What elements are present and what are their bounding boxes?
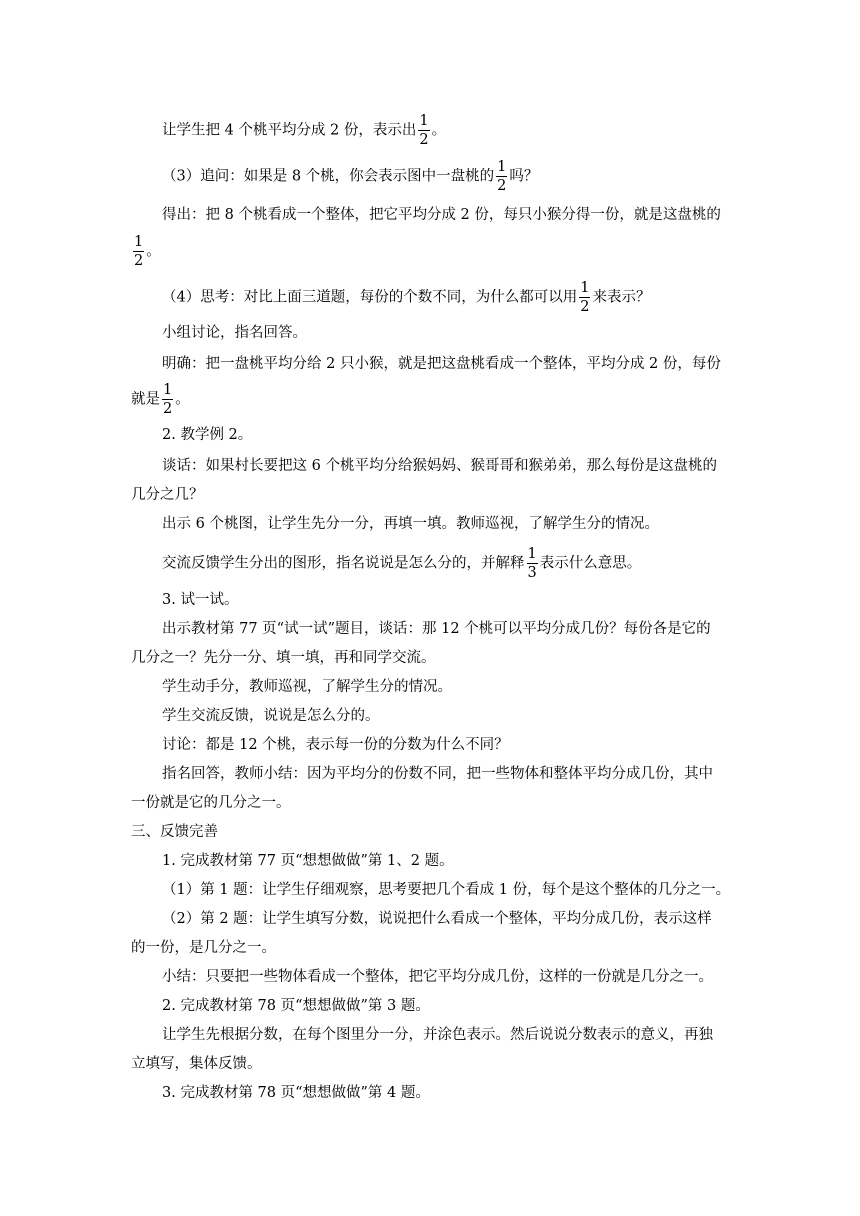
line-17: 学生动手分，教师巡视，了解学生分的情况。	[162, 679, 452, 695]
fraction-one-third: $\frac{1}{3}$	[527, 546, 537, 581]
line-27: 小结：只要把一些物体看成一个整体，把它平均分成几份，这样的一份就是几分之一。	[162, 969, 713, 985]
line-26: 的一份，是几分之一。	[131, 940, 276, 956]
fraction-one-half: $\frac{1}{2}$	[163, 382, 173, 417]
line-2: （3）追问：如果是 8 个桃，你会表示图中一盘桃的 $\frac{1}{2}$ 吗？	[162, 159, 539, 194]
line-19: 讨论：都是 12 个桃，表示每一份的分数为什么不同？	[162, 737, 509, 753]
line-11: 几分之几？	[131, 487, 204, 503]
line-16: 几分之一？先分一分、填一填，再和同学交流。	[131, 650, 436, 666]
line-13: 交流反馈学生分出的图形，指名说说是怎么分的，并解释 $\frac{1}{3}$ 表示什么意思。	[162, 546, 642, 581]
line-23: 1. 完成教材第 77 页“想想做做”第 1、2 题。	[162, 853, 454, 869]
fraction-one-half: $\frac{1}{2}$	[580, 280, 590, 315]
line-6: 小组讨论，指名回答。	[162, 325, 307, 341]
line-31: 3. 完成教材第 78 页“想想做做”第 4 题。	[162, 1085, 430, 1101]
fraction-one-half: $\frac{1}{2}$	[419, 113, 429, 148]
line-5: （4）思考：对比上面三道题，每份的个数不同，为什么都可以用 $\frac{1}{2}$ 来表示？	[162, 280, 651, 315]
line-14: 3. 试一试。	[162, 592, 239, 608]
line-3: 得出：把 8 个桃看成一个整体，把它平均分成 2 份，每只小猴分得一份，就是这盘桃的	[162, 207, 721, 223]
line-4: $\frac{1}{2}$ 。	[134, 234, 161, 269]
line-15: 出示教材第 77 页“试一试”题目，谈话：那 12 个桃可以平均分成几份？每份各是它的	[162, 621, 711, 637]
line-20: 指名回答，教师小结：因为平均分的份数不同，把一些物体和整体平均分成几份，其中	[162, 766, 713, 782]
line-8: 就是 $\frac{1}{2}$ 。	[131, 382, 190, 417]
section-heading: 三、反馈完善	[131, 824, 218, 840]
line-21: 一份就是它的几分之一。	[131, 795, 291, 811]
line-28: 2. 完成教材第 78 页“想想做做”第 3 题。	[162, 998, 430, 1014]
line-18: 学生交流反馈，说说是怎么分的。	[162, 708, 380, 724]
line-24: （1）第 1 题：让学生仔细观察，思考要把几个看成 1 份，每个是这个整体的几分之一。	[162, 882, 731, 898]
line-29: 让学生先根据分数，在每个图里分一分，并涂色表示。然后说说分数表示的意义，再独	[162, 1027, 713, 1043]
line-10: 谈话：如果村长要把这 6 个桃平均分给猴妈妈、猴哥哥和猴弟弟，那么每份是这盘桃的	[162, 458, 717, 474]
line-30: 立填写，集体反馈。	[131, 1056, 262, 1072]
line-7: 明确：把一盘桃平均分给 2 只小猴，就是把这盘桃看成一个整体，平均分成 2 份，每份	[162, 356, 721, 372]
line-9: 2. 教学例 2。	[162, 427, 253, 443]
line-25: （2）第 2 题：让学生填写分数，说说把什么看成一个整体，平均分成几份，表示这样	[162, 911, 712, 927]
line-1: 让学生把 4 个桃平均分成 2 份，表示出 $\frac{1}{2}$ 。	[162, 113, 447, 148]
fraction-one-half: $\frac{1}{2}$	[497, 159, 507, 194]
line-12: 出示 6 个桃图，让学生先分一分，再填一填。教师巡视，了解学生分的情况。	[162, 516, 659, 532]
fraction-one-half: $\frac{1}{2}$	[134, 234, 144, 269]
